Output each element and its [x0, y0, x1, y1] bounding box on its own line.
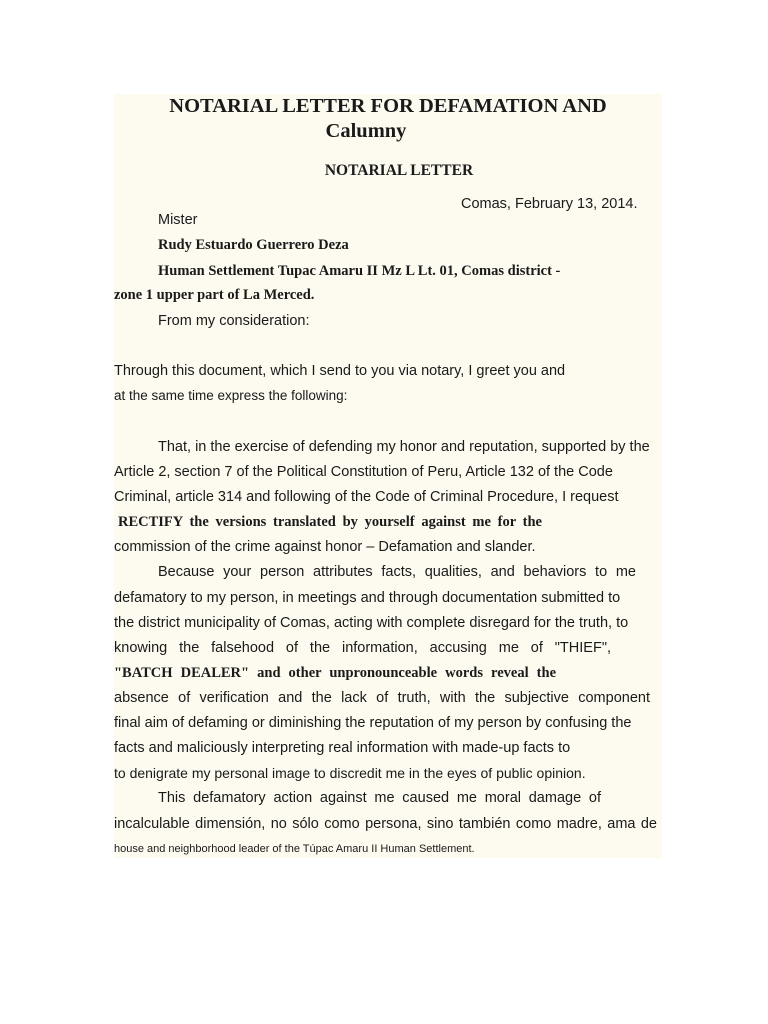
document-title-line1: NOTARIAL LETTER FOR DEFAMATION AND — [169, 95, 607, 117]
paragraph2-line-7: final aim of defaming or diminishing the reputation of my person by confusing the — [114, 715, 632, 731]
greeting: From my consideration: — [158, 313, 310, 329]
intro-line-2: at the same time express the following: — [114, 388, 348, 403]
paragraph2-line-9: to denigrate my personal image to discredit me in the eyes of public opinion. — [114, 765, 586, 781]
recipient-name: Rudy Estuardo Guerrero Deza — [158, 237, 349, 253]
intro-line-1: Through this document, which I send to you via notary, I greet you and — [114, 363, 566, 379]
date-line: Comas, February 13, 2014. — [461, 196, 638, 212]
salutation: Mister — [158, 212, 198, 228]
subtitle-text: NOTARIAL LETTER — [324, 162, 474, 179]
document-subtitle — [134, 162, 688, 180]
paragraph2-line-4: knowing the falsehood of the information, accusing me of "THIEF", — [114, 640, 611, 656]
paragraph2-line-2: defamatory to my person, in meetings and through documentation submitted to — [114, 590, 621, 606]
paragraph2-line-1: Because your person attributes facts, qualities, and behaviors to me — [158, 564, 636, 580]
paragraph1-line-2: Article 2, section 7 of the Political Constitution of Peru, Article 132 of the Code — [114, 464, 613, 480]
document-title-line2: Calumny — [325, 120, 407, 142]
paragraph3-line-1: This defamatory action against me caused me moral damage of — [158, 790, 601, 806]
paragraph1-line-4: RECTIFY the versions translated by yourself against me for the — [118, 514, 542, 530]
paragraph1-line-5: commission of the crime against honor – Defamation and slander. — [114, 539, 536, 555]
address-line-2: zone 1 upper part of La Merced. — [114, 287, 315, 303]
paragraph1-line-3: Criminal, article 314 and following of the Code of Criminal Procedure, I request — [114, 489, 619, 505]
address-line-1: Human Settlement Tupac Amaru II Mz L Lt. 01, Comas district - — [158, 263, 561, 279]
paragraph3-line-3: house and neighborhood leader of the Túpac Amaru II Human Settlement. — [114, 843, 475, 855]
paragraph3-line-2: incalculable dimensión, no sólo como persona, sino también como madre, ama de — [114, 816, 657, 832]
paragraph2-line-3: the district municipality of Comas, acting with complete disregard for the truth, to — [114, 615, 629, 631]
paragraph1-line-1: That, in the exercise of defending my honor and reputation, supported by the — [158, 439, 650, 455]
paragraph2-line-6: absence of verification and the lack of truth, with the subjective component — [114, 690, 650, 706]
paragraph2-line-8: facts and maliciously interpreting real information with made-up facts to — [114, 740, 571, 756]
paragraph2-line-5: "BATCH DEALER" and other unpronounceable words reveal the — [114, 665, 556, 681]
